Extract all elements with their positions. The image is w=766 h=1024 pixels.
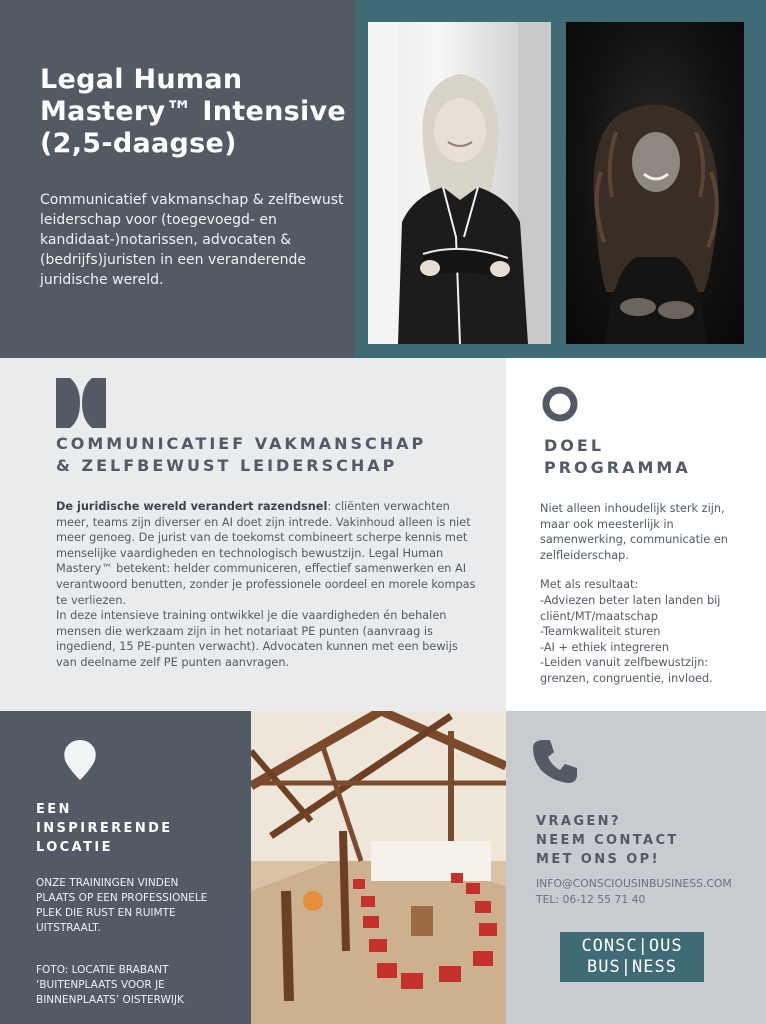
- goal-heading-line-1: DOEL: [544, 436, 605, 455]
- logo-line-1: CONSC|OUS: [581, 936, 683, 956]
- location-heading: [36, 800, 236, 857]
- contact-heading-line-2: NEEM CONTACT: [536, 833, 679, 848]
- logo-line-2: BUS|NESS: [587, 957, 677, 977]
- location-heading-line-2: INSPIRERENDE: [36, 821, 173, 836]
- location-heading-line-3: LOCATIE: [36, 840, 113, 855]
- photo-caption: FOTO: LOCATIE BRABANT ‘BUITENPLAATS VOOR JE BINNENPLAATS’ OISTERWIJK: [36, 964, 184, 1006]
- contact-info: [536, 876, 758, 908]
- contact-heading-line-3: MET ONS OP!: [536, 852, 660, 867]
- title-line-3: (2,5-daagse): [40, 128, 237, 159]
- title-line-2: Mastery™ Intensive: [40, 96, 347, 127]
- goal-heading: [544, 435, 744, 479]
- title-line-1: Legal Human: [40, 64, 243, 95]
- goal-result-label: Met als resultaat:: [540, 578, 639, 592]
- split-circle-logo-icon: [56, 378, 106, 428]
- venue-photo: [251, 711, 506, 1024]
- intro-bold-lead: De juridische wereld verandert razendsnel: [56, 500, 328, 513]
- location-heading-line-1: EEN: [36, 802, 72, 817]
- intro-heading: [56, 433, 496, 477]
- intro-paragraph-1: [56, 499, 480, 608]
- goal-result-item: -Adviezen beter laten landen bij cliënt/MT/maatschap: [540, 593, 721, 623]
- portrait-1-illustration: [368, 22, 551, 344]
- goal-result-item: -AI + ethiek integreren: [540, 640, 669, 654]
- phone-icon: [532, 738, 578, 784]
- contact-phone[interactable]: TEL: 06-12 55 71 40: [536, 893, 646, 906]
- contact-email-link[interactable]: INFO@CONSCIOUSINBUSINESS.COM: [536, 877, 732, 890]
- contact-heading: [536, 812, 746, 869]
- intro-heading-line-1: COMMUNICATIEF VAKMANSCHAP: [56, 434, 427, 453]
- page-subtitle: Communicatief vakmanschap & zelfbewust leiderschap voor (toegevoegd- en kandidaat-)notarissen, advocaten & (bedrijfs)juristen in een veranderende juridische wereld.: [40, 192, 344, 288]
- page-title: [40, 64, 360, 160]
- goal-heading-line-2: PROGRAMMA: [544, 458, 691, 477]
- portrait-photo-1: [368, 22, 551, 344]
- intro-paragraph-2: In deze intensieve training ontwikkel je die vaardigheden én behalen mensen die werkzaam zijn in het notariaat PE punten (aanvraag is ingediend, 15 PE-punten verwacht). Advocaten kunnen met een bewijs van deelname zelf PE punten aanvragen.: [56, 609, 458, 669]
- intro-paragraph-1-text: : cliënten verwachten meer, teams zijn diverser en AI doet zijn intrede. Vakinhoud alleen is niet meer genoeg. De jurist van de toekomst combineert scherpe kennis met menselijke vaardigheden en technologisch bewustzijn. Legal Human Mastery™ betekent: helder communiceren, effectief samenwerken en AI verantwoord benutten, zonder je professionele oordeel en morele kompas te verliezen.: [56, 500, 476, 607]
- goal-body: [540, 501, 740, 687]
- map-pin-icon: [62, 738, 98, 780]
- ring-icon: [541, 385, 579, 423]
- venue-illustration: [251, 711, 506, 1024]
- intro-heading-line-2: & ZELFBEWUST LEIDERSCHAP: [56, 456, 398, 475]
- goal-result-item: -Teamkwaliteit sturen: [540, 625, 661, 639]
- goal-intro: Niet alleen inhoudelijk sterk zijn, maar ook meesterlijk in samenwerking, communicatie en zelfleiderschap.: [540, 502, 728, 562]
- conscious-business-logo: [560, 932, 704, 982]
- goal-result-item: -Leiden vanuit zelfbewustzijn: grenzen, congruentie, invloed.: [540, 656, 713, 685]
- intro-body: [56, 499, 480, 671]
- location-body: ONZE TRAININGEN VINDEN PLAATS OP EEN PROFESSIONELE PLEK DIE RUST EN RUIMTE UITSTRAALT.: [36, 877, 208, 934]
- hero-panel: [0, 0, 355, 358]
- contact-heading-line-1: VRAGEN?: [536, 814, 621, 829]
- portrait-photo-2: [566, 22, 744, 344]
- portrait-2-illustration: [566, 22, 744, 344]
